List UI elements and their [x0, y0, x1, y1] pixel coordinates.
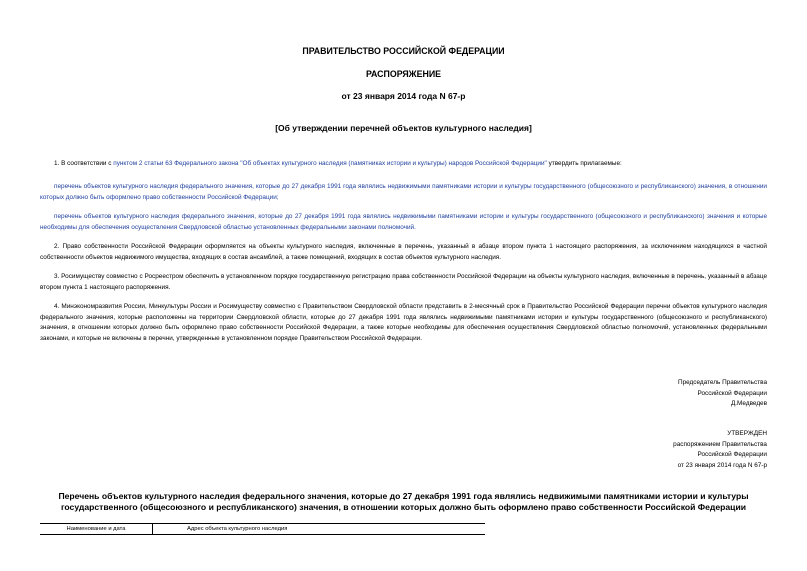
paragraph-1-prefix: 1. В соответствии с: [54, 160, 114, 167]
list-2-link[interactable]: перечень объектов культурного наследия федерального значения, которые до 27 декабря 1991 года являлись недвижимыми памятниками истории и культуры государственного (общесоюзного и республиканского) значения и которые необходимы для обеспечения осуществления Свердловской областью установленных федеральными законами полномочий.: [40, 213, 767, 231]
objects-table-header: [40, 523, 485, 535]
signature-country: Российской Федерации: [697, 389, 767, 397]
list-title: Перечень объектов культурного наследия федерального значения, которые до 27 декабря 1991 года являлись недвижимыми памятниками истории и культуры государственного (общесоюзного и республиканского) значения, в отношении которых должно быть оформлено право собственности Российской Федерации: [58, 491, 749, 513]
approval-by: распоряжением Правительства: [673, 440, 767, 448]
law-reference-link[interactable]: пунктом 2 статьи 63 Федерального закона "Об объектах культурного наследия (памятниках истории и культуры) народов Российской Федерации": [113, 160, 547, 167]
signature-position: Председатель Правительства: [678, 379, 767, 386]
paragraph-3: 3. Росимуществу совместно с Росреестром обеспечить в установленном порядке государственную регистрацию права собственности Российской Федерации на объекты культурного наследия, включенные в перечень, указанный в абзаце втором пункта 1 настоящего распоряжения.: [40, 273, 767, 291]
paragraph-1: [40, 159, 767, 170]
signature-name: Д.Медведев: [730, 400, 767, 408]
document-date-number: от 23 января 2014 года N 67-р: [341, 91, 466, 101]
document-subject: [Об утверждении перечней объектов культурного наследия]: [275, 123, 532, 133]
paragraph-1-suffix: утвердить прилагаемые:: [546, 160, 622, 167]
government-heading: ПРАВИТЕЛЬСТВО РОССИЙСКОЙ ФЕДЕРАЦИИ: [302, 46, 505, 56]
approval-date: от 23 января 2014 года N 67-р: [677, 461, 767, 469]
table-column-address: Адрес объекта культурного наследия: [152, 524, 485, 534]
paragraph-4: 4. Минэкономразвития России, Минкультуры России и Росимуществу совместно с Правительством Свердловской области представить в 2-месячный срок в Правительство Российской Федерации перечни объектов культурного наследия федерального значения, которые расположены на территории Свердловской области, которые до 27 декабря 1991 года являлись недвижимыми памятниками истории и культуры государственного (общесоюзного и республиканского) значения, в отношении которых должно быть оформлено право собственности Российской Федерации, а также которые необходимы для обеспечения осуществления Свердловской областью полномочий, установленных федеральными законами, и которые не включены в перечни, утвержденные в установленном порядке Правительством Российской Федерации.: [40, 303, 767, 342]
approval-block: [567, 429, 767, 471]
signature-block: [567, 378, 767, 410]
paragraph-2: 2. Право собственности Российской Федерации оформляется на объекты культурного наследия, включенные в перечень, указанный в абзаце втором пункта 1 настоящего распоряжения, за исключением находящихся в частной собственности объектов недвижимого имущества, входящих в состав ансамблей, а также помещений, входящих в состав объектов культурного наследия.: [40, 243, 767, 261]
table-column-name-date: Наименование и дата: [66, 526, 126, 532]
list-1-link[interactable]: перечень объектов культурного наследия федерального значения, которые до 27 декабря 1991 года являлись недвижимыми памятниками истории и культуры государственного (общесоюзного и республиканского) значения, в отношении которых должно быть оформлено право собственности Российской Федерации;: [40, 183, 767, 201]
document-type: РАСПОРЯЖЕНИЕ: [365, 69, 442, 79]
approval-country: Российской Федерации: [697, 451, 767, 459]
approval-title: УТВЕРЖДЕН: [727, 430, 767, 437]
